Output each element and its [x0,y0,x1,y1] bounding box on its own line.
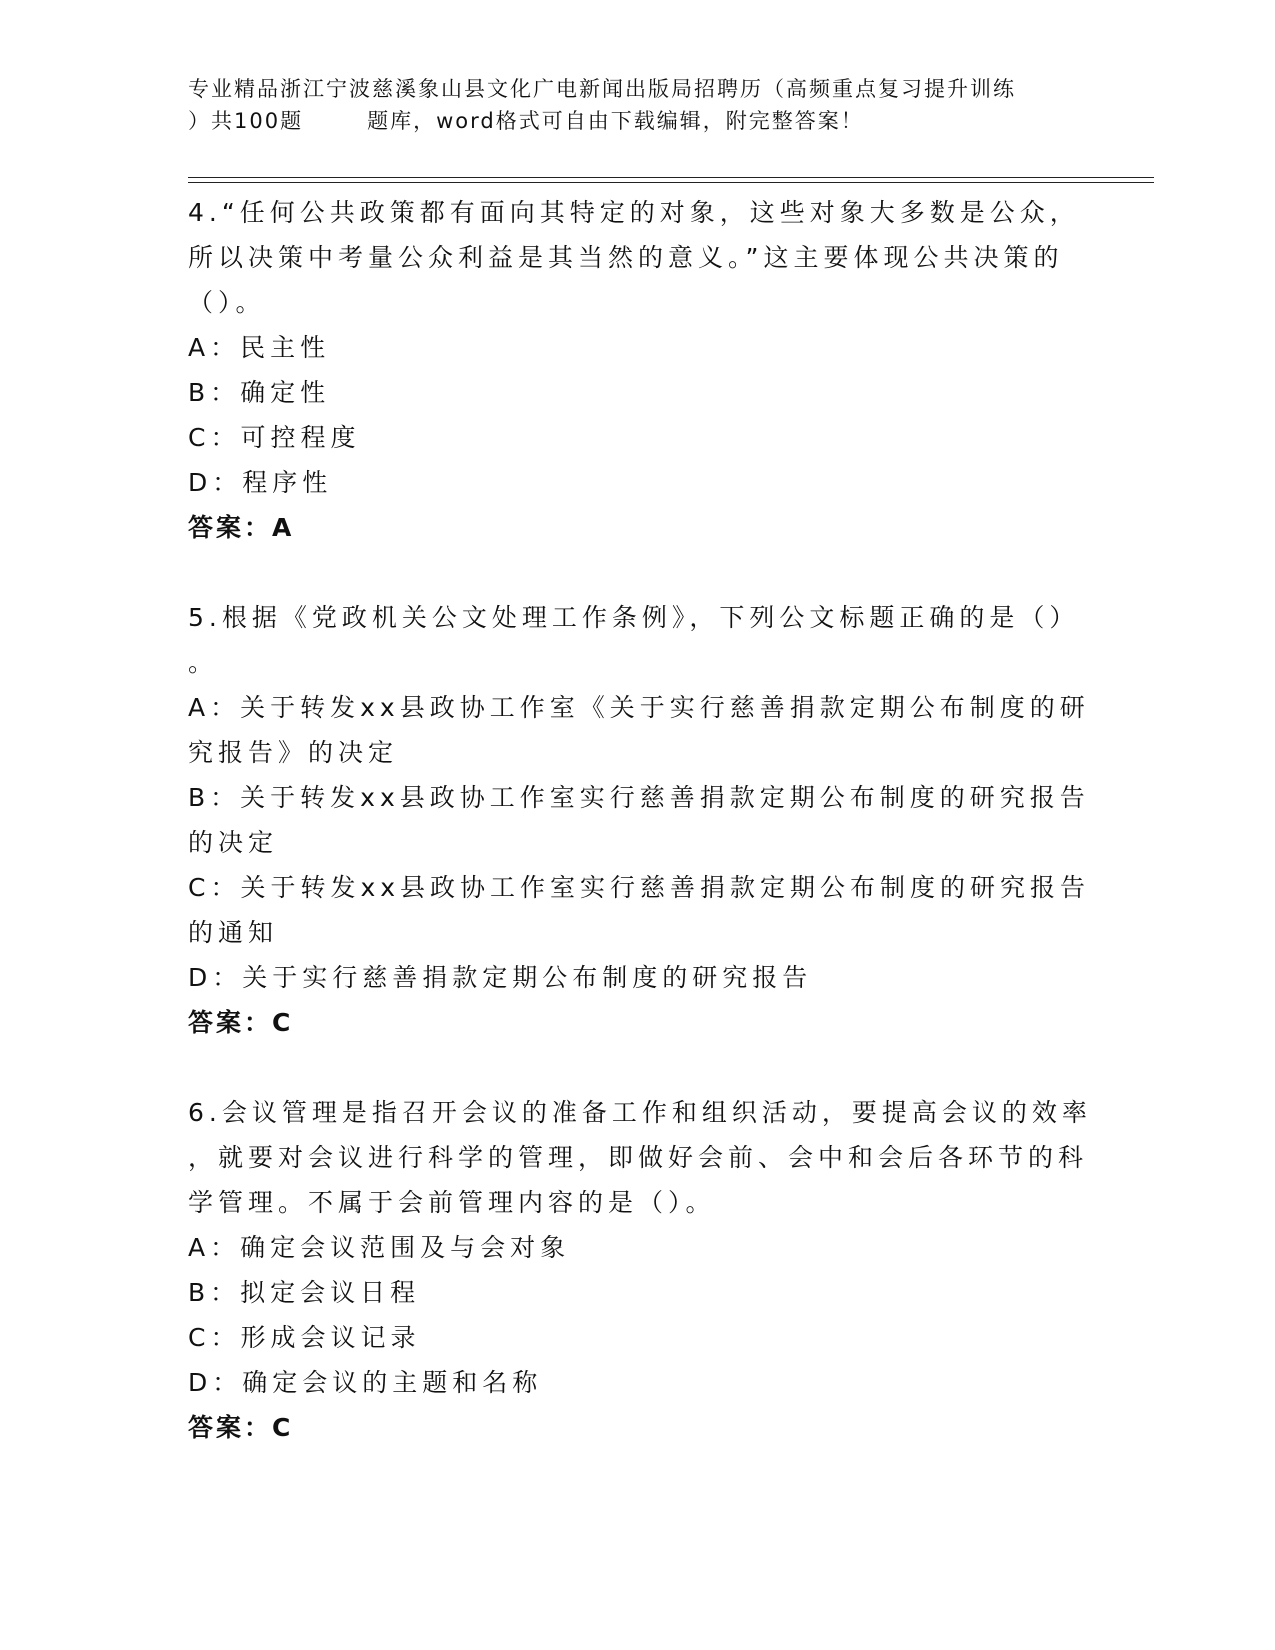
question-stem [188,595,1080,685]
question-list [188,190,1092,1450]
option-d: D：确定会议的主题和名称 [188,1368,543,1397]
question-stem [188,190,1080,325]
stem-line: 6.会议管理是指召开会议的准备工作和组织活动，要提高会议的效率 [188,1098,1092,1127]
header-line-2 [188,105,1088,137]
question-5 [188,595,1091,1045]
document-header [188,73,1088,137]
answer-label: 答案：C [188,1413,294,1442]
header-line-1: 专业精品浙江宁波慈溪象山县文化广电新闻出版局招聘历（高频重点复习提升训练 [188,77,1016,101]
option-d: D：程序性 [188,468,333,497]
option-c: C：形成会议记录 [188,1323,421,1352]
stem-line: 4.“任何公共政策都有面向其特定的对象，这些对象大多数是公众， [188,198,1080,227]
answer-label: 答案：A [188,513,295,542]
option-b: B：关于转发xx县政协工作室实行慈善捐款定期公布制度的研究报告 的决定 [188,783,1090,857]
answer-label: 答案：C [188,1008,294,1037]
option-b: B：拟定会议日程 [188,1278,421,1307]
option-c: C：关于转发xx县政协工作室实行慈善捐款定期公布制度的研究报告 的通知 [188,873,1091,947]
header-line-2b: 题库，word格式可自由下载编辑，附完整答案！ [367,109,864,133]
question-stem [188,1090,1092,1225]
stem-line: 。 [188,648,219,677]
header-rule-top [188,177,1154,178]
question-6 [188,1090,1092,1450]
option-d: D：关于实行慈善捐款定期公布制度的研究报告 [188,963,813,992]
stem-line: （）。 [188,288,266,317]
question-4 [188,190,1080,550]
option-b: B：确定性 [188,378,331,407]
stem-line: 学管理。不属于会前管理内容的是（）。 [188,1188,716,1217]
option-c: C：可控程度 [188,423,361,452]
option-a: A：确定会议范围及与会对象 [188,1233,571,1262]
stem-line: ，就要对会议进行科学的管理，即做好会前、会中和会后各环节的科 [188,1143,1089,1172]
header-line-2a: ）共100题 [188,109,304,133]
stem-line: 5.根据《党政机关公文处理工作条例》，下列公文标题正确的是（） [188,603,1080,632]
option-a: A：民主性 [188,333,331,362]
header-rule-bottom [188,182,1154,183]
option-a: A：关于转发xx县政协工作室《关于实行慈善捐款定期公布制度的研 究报告》的决定 [188,693,1090,767]
stem-line: 所以决策中考量公众利益是其当然的意义。”这主要体现公共决策的 [188,243,1064,272]
